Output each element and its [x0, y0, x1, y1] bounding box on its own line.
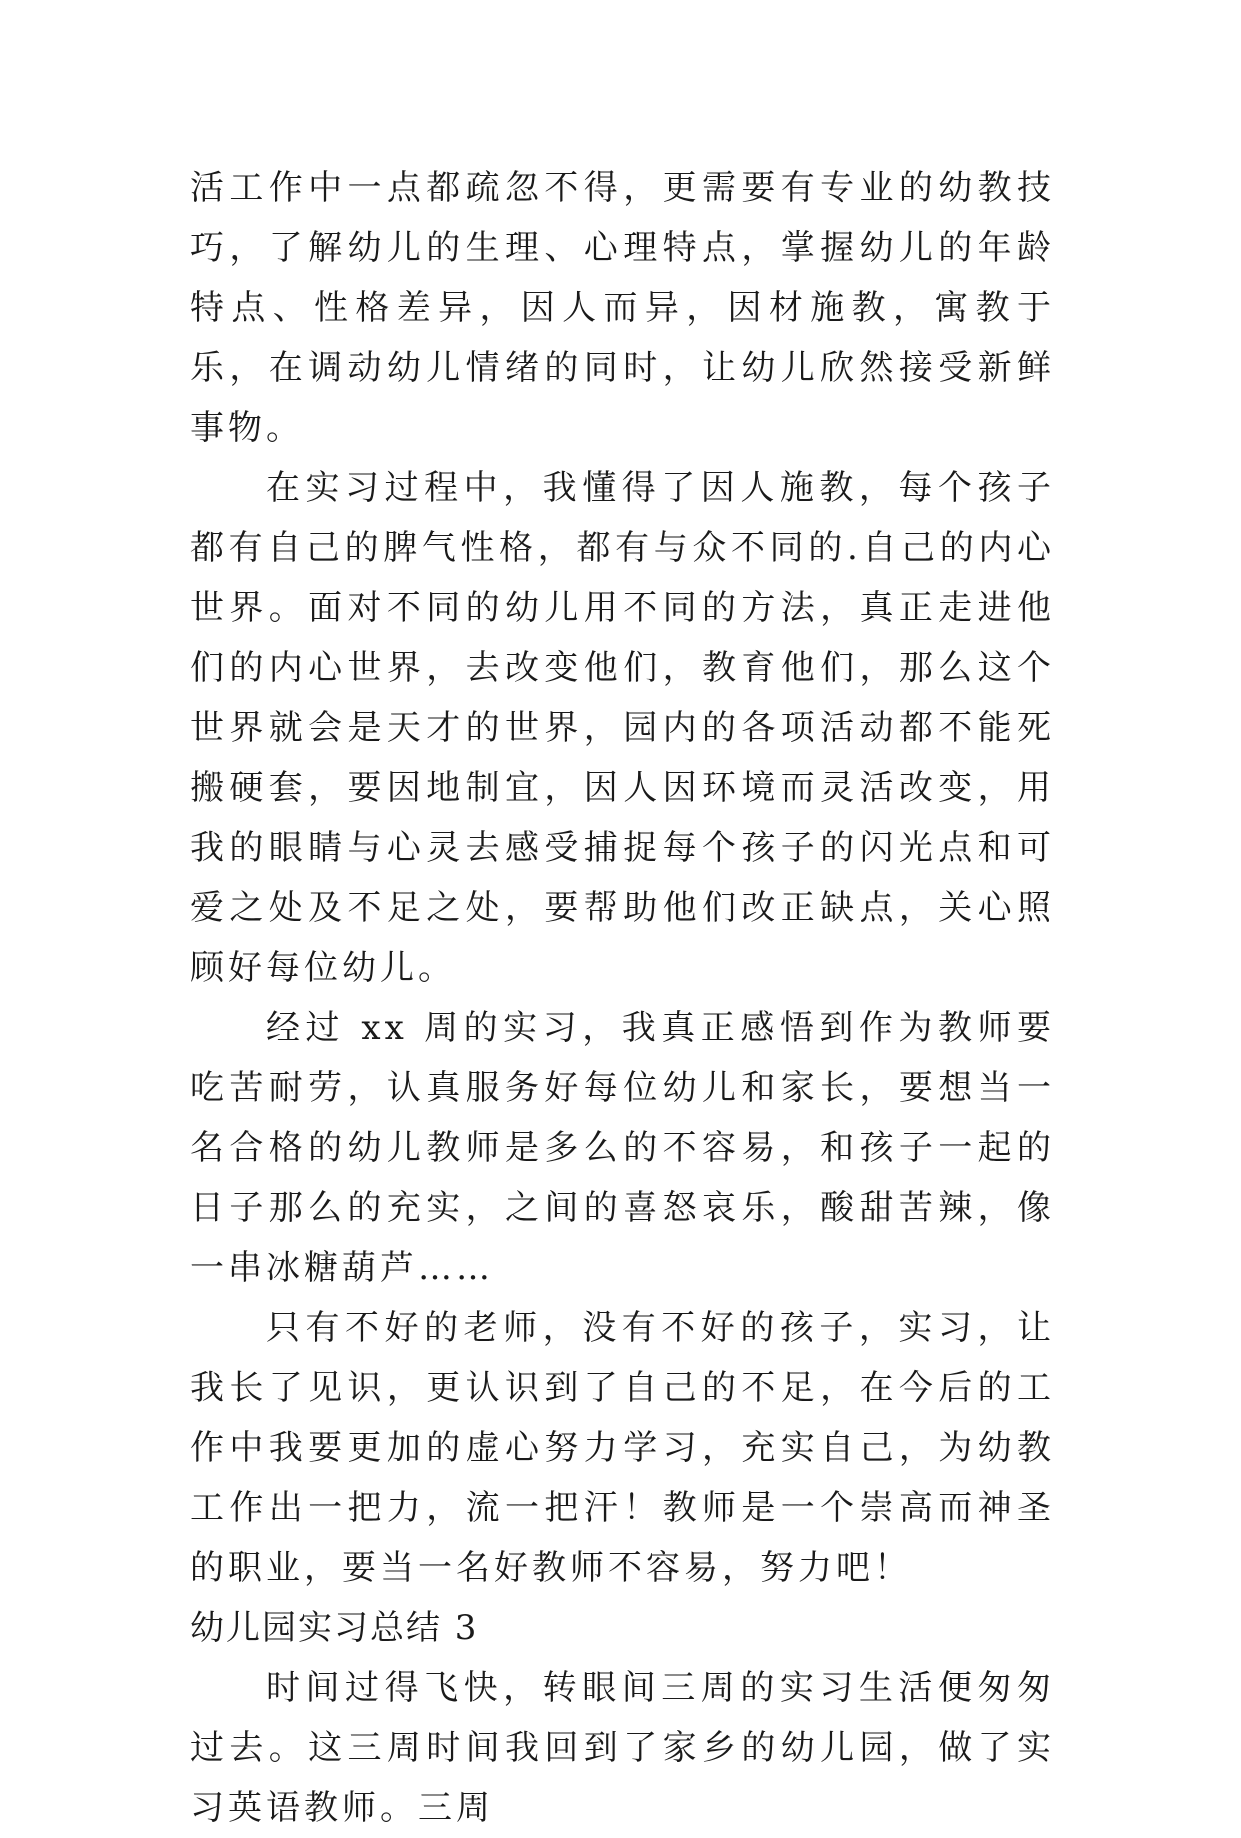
paragraph-continued: 活工作中一点都疏忽不得，更需要有专业的幼教技巧，了解幼儿的生理、心理特点，掌握幼儿的年龄特点、性格差异，因人而异，因材施教，寓教于乐，在调动幼儿情绪的同时，让幼儿欣然接受新鲜事物。	[190, 168, 1055, 448]
paragraph-conclusion: 只有不好的老师，没有不好的孩子，实习，让我长了见识，更认识到了自己的不足，在今后的工作中我要更加的虚心努力学习，充实自己，为幼教工作出一把力，流一把汗！教师是一个崇高而神圣的职业，要当一名好教师不容易，努力吧！	[190, 1308, 1055, 1588]
paragraph-weeks-experience: 经过 xx 周的实习，我真正感悟到作为教师要吃苦耐劳，认真服务好每位幼儿和家长，要想当一名合格的幼儿教师是多么的不容易，和孩子一起的日子那么的充实，之间的喜怒哀乐，酸甜苦辣，像一串冰糖葫芦……	[190, 1008, 1055, 1288]
document-body	[190, 158, 1055, 1838]
paragraph-section-intro: 时间过得飞快，转眼间三周的实习生活便匆匆过去。这三周时间我回到了家乡的幼儿园，做了实习英语教师。三周	[190, 1668, 1055, 1828]
section-heading: 幼儿园实习总结 3	[190, 1608, 479, 1648]
paragraph-internship-process: 在实习过程中，我懂得了因人施教，每个孩子都有自己的脾气性格，都有与众不同的.自己的内心世界。面对不同的幼儿用不同的方法，真正走进他们的内心世界，去改变他们，教育他们，那么这个世界就会是天才的世界，园内的各项活动都不能死搬硬套，要因地制宜，因人因环境而灵活改变，用我的眼睛与心灵去感受捕捉每个孩子的闪光点和可爱之处及不足之处，要帮助他们改正缺点，关心照顾好每位幼儿。	[190, 468, 1055, 988]
